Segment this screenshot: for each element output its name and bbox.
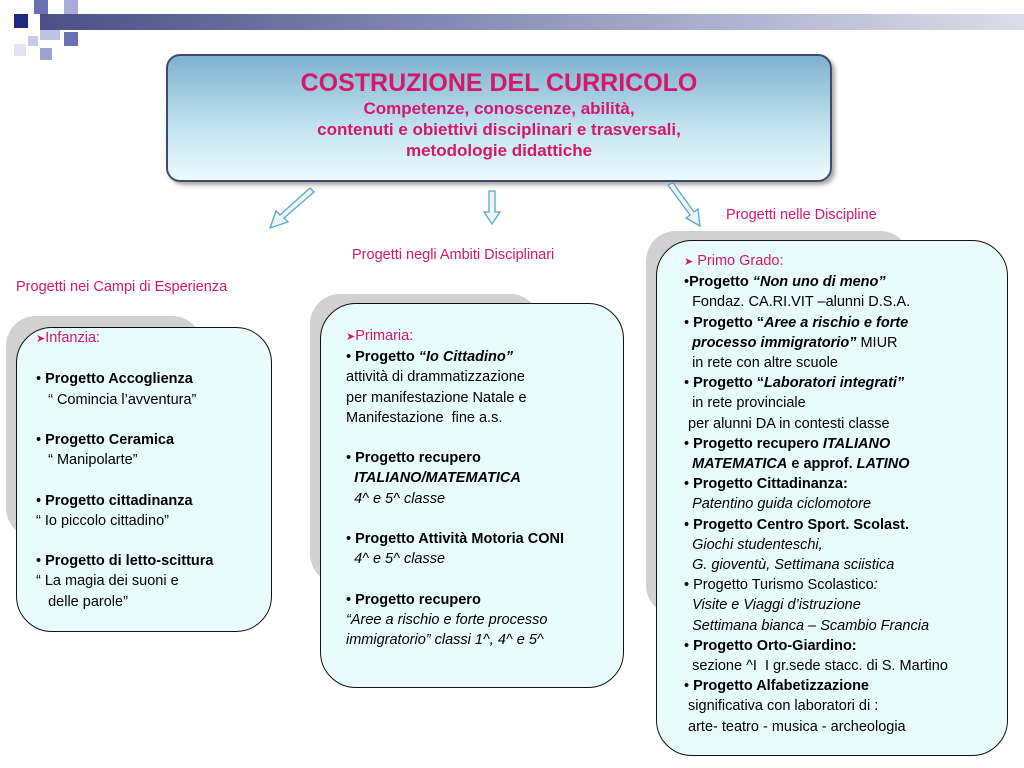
text-segment: Settimana bianca – Scambio Francia: [692, 617, 930, 634]
header-gradient-bar: [40, 14, 1024, 30]
text-segment: sezione ^I I gr.sede stacc. di S. Martino: [692, 658, 948, 675]
arrow-down-left-icon: [262, 186, 318, 232]
label-campi-esperienza: Progetti nei Campi di Esperienza: [16, 279, 228, 295]
text-segment: •: [684, 637, 694, 654]
arrow-bullet-icon: ➤: [346, 331, 356, 343]
text-segment: :: [873, 577, 878, 594]
list-item: • Progetto Accoglienza: [36, 371, 193, 388]
list-item-desc: “ Io piccolo cittadino”: [36, 512, 169, 529]
text-segment: “Non uno di meno”: [752, 274, 886, 291]
text-segment: MIUR: [856, 334, 898, 351]
text-segment: G. gioventù, Settimana sciistica: [692, 557, 895, 574]
decor-square: [64, 32, 78, 46]
text-segment: Progetto: [689, 274, 753, 291]
text-segment: Progetto Cittadinanza:: [693, 476, 848, 493]
text-segment: [684, 597, 692, 613]
list-item-desc: [684, 656, 948, 676]
text-segment: •: [684, 274, 690, 291]
text-segment: MATEMATICA: [692, 456, 788, 473]
arrow-down-right-icon: [664, 182, 706, 228]
list-item-desc: delle parole”: [48, 593, 128, 610]
list-item-desc: [684, 414, 948, 434]
title-subtitle-line2: contenuti e obiettivi disciplinari e trasversali,: [317, 120, 681, 139]
text-segment: Laboratori integrati”: [764, 375, 905, 392]
list-item: [684, 575, 948, 595]
decor-square: [14, 14, 28, 28]
list-item: • Progetto recupero: [346, 450, 481, 467]
text-segment: Progetto recupero: [693, 435, 823, 452]
primaria-content: [346, 326, 564, 650]
arrow-bullet-icon: ➤: [684, 256, 694, 268]
list-item-desc: ITALIANO/MATEMATICA: [354, 470, 521, 487]
list-item: [684, 636, 948, 656]
title-subtitle-line1: Competenze, conoscenze, abilità,: [363, 99, 635, 118]
list-item: • Progetto cittadinanza: [36, 492, 193, 509]
list-item: • Progetto “Io Cittadino”: [346, 349, 513, 366]
text-segment: e approf.: [787, 456, 857, 473]
primo-grado-heading: ➤ Primo Grado:: [684, 253, 784, 269]
list-item-desc: [684, 454, 948, 474]
list-item-desc: [684, 494, 948, 514]
text-segment: Visite e Viaggi d’istruzione: [692, 597, 861, 614]
text-segment: [684, 557, 692, 573]
list-item-desc: 4^ e 5^ classe: [354, 490, 446, 507]
list-item-desc: [684, 696, 948, 716]
list-item-desc: 4^ e 5^ classe: [354, 551, 446, 568]
list-item-desc: “ Manipolarte”: [48, 452, 138, 469]
primaria-heading: ➤Primaria:: [346, 328, 414, 344]
label-ambiti-disciplinari: Progetti negli Ambiti Disciplinari: [352, 247, 555, 263]
list-item: [684, 272, 948, 292]
list-item: • Progetto di letto-scittura: [36, 553, 214, 570]
text-segment: [684, 537, 692, 553]
list-item-desc: Manifestazione fine a.s.: [346, 409, 503, 426]
text-segment: Progetto Centro Sport. Scolast.: [693, 516, 910, 533]
list-item: [684, 373, 948, 393]
text-segment: [684, 496, 692, 512]
page-title: COSTRUZIONE DEL CURRICOLO: [300, 69, 698, 97]
text-segment: [684, 355, 692, 371]
text-segment: Fondaz. CA.RI.VIT –alunni D.S.A.: [692, 294, 911, 311]
text-segment: •: [684, 375, 694, 392]
list-item: [684, 474, 948, 494]
arrow-down-icon: [482, 190, 502, 226]
text-segment: •: [684, 435, 694, 452]
text-segment: in rete provinciale: [692, 395, 806, 412]
text-segment: Patentino guida ciclomotore: [692, 496, 872, 513]
list-item-desc: per manifestazione Natale e: [346, 389, 527, 406]
list-item: • Progetto Ceramica: [36, 432, 175, 449]
decor-square: [64, 0, 78, 14]
list-item: [684, 676, 948, 696]
text-segment: [684, 395, 692, 411]
infanzia-content: [36, 328, 213, 612]
primo-grado-list: [684, 272, 948, 737]
text-segment: •: [684, 314, 694, 331]
text-segment: significativa con laboratori di :: [688, 698, 879, 715]
list-item: [684, 313, 948, 333]
text-segment: [684, 618, 692, 634]
text-segment: Progetto Turismo Scolastico: [693, 577, 874, 594]
decor-square: [34, 0, 48, 14]
text-segment: per alunni DA in contesti classe: [688, 415, 890, 432]
list-item-desc: “Aree a rischio e forte processo: [346, 611, 548, 628]
text-segment: [684, 658, 692, 674]
text-segment: Progetto Alfabetizzazione: [693, 678, 869, 695]
list-item-desc: [684, 595, 948, 615]
text-segment: in rete con altre scuole: [692, 355, 838, 372]
text-segment: Progetto “: [693, 375, 764, 392]
arrow-bullet-icon: ➤: [36, 333, 46, 345]
list-item-desc: [684, 535, 948, 555]
list-item-desc: “ La magia dei suoni e: [36, 573, 179, 590]
list-item-desc: immigratorio” classi 1^, 4^ e 5^: [346, 632, 544, 649]
list-item-desc: [684, 555, 948, 575]
decor-square: [28, 36, 38, 46]
list-item-desc: [684, 616, 948, 636]
text-segment: [684, 456, 692, 472]
list-item-desc: [684, 717, 948, 737]
title-box: [166, 54, 832, 182]
list-item: • Progetto recupero: [346, 591, 481, 608]
text-segment: •: [684, 577, 694, 594]
text-segment: arte- teatro - musica - archeologia: [688, 718, 906, 735]
list-item: [684, 515, 948, 535]
list-item: • Progetto Attività Motoria CONI: [346, 531, 565, 548]
list-item-desc: [684, 292, 948, 312]
title-subtitle-line3: metodologie didattiche: [405, 141, 593, 160]
text-segment: [684, 294, 692, 310]
text-segment: Progetto “: [693, 314, 764, 331]
text-segment: Progetto Orto-Giardino:: [693, 637, 857, 654]
text-segment: •: [684, 516, 694, 533]
label-discipline: Progetti nelle Discipline: [726, 207, 877, 223]
text-segment: [684, 335, 692, 351]
text-segment: processo immigratorio”: [692, 334, 857, 351]
list-item: [684, 434, 948, 454]
list-item-desc: “ Comincia l’avventura”: [48, 391, 197, 408]
primo-grado-content: [684, 251, 948, 737]
text-segment: ITALIANO: [822, 435, 891, 452]
list-item-desc: attività di drammatizzazione: [346, 369, 525, 386]
text-segment: •: [684, 476, 694, 493]
decor-square: [14, 44, 26, 56]
list-item-desc: [684, 393, 948, 413]
text-segment: Giochi studenteschi,: [692, 536, 823, 553]
list-item-desc: [684, 333, 948, 353]
text-segment: LATINO: [856, 456, 910, 473]
decor-square: [40, 48, 52, 60]
list-item-desc: [684, 353, 948, 373]
text-segment: •: [684, 678, 694, 695]
text-segment: Aree a rischio e forte: [764, 314, 909, 331]
infanzia-heading: ➤Infanzia:: [36, 330, 101, 346]
